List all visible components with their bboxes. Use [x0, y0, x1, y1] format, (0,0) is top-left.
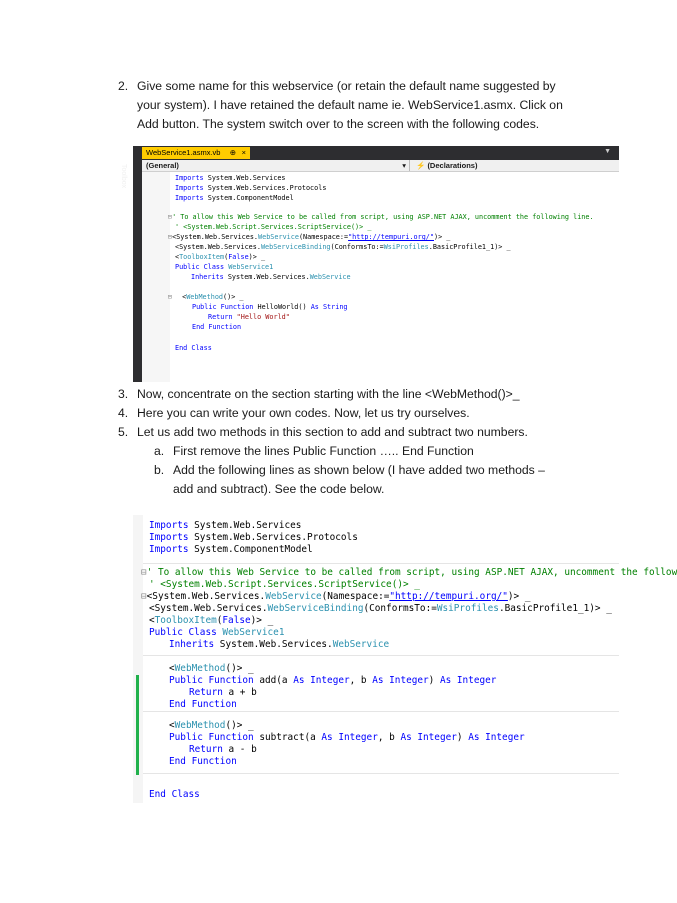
editor-margin	[142, 172, 173, 382]
close-icon[interactable]: ×	[241, 148, 246, 157]
collapse-icon: ⊟	[168, 233, 173, 241]
code-line: <WebMethod()> _	[169, 663, 254, 674]
step-number: b.	[154, 463, 165, 477]
general-dropdown-value: (General)	[146, 161, 179, 170]
code-line: <System.Web.Services.WebServiceBinding(ConformsTo:=WsiProfiles.BasicProfile1_1)> _	[149, 603, 612, 614]
code-line: Imports System.ComponentModel	[149, 544, 313, 555]
code-line: Imports System.ComponentModel	[175, 194, 294, 202]
step-2	[118, 77, 568, 134]
code-line: Public Class WebService1	[149, 627, 285, 638]
code-line: Imports System.Web.Services.Protocols	[175, 184, 327, 192]
toolbox-label: Toolbox	[120, 164, 127, 189]
code-line: End Function	[169, 699, 237, 710]
step-text: First remove the lines Public Function ….. End Function	[173, 444, 474, 458]
step-number: 3.	[118, 387, 129, 401]
declarations-dropdown[interactable]	[412, 160, 612, 171]
code-line: <ToolboxItem(False)> _	[149, 615, 274, 626]
general-dropdown[interactable]	[142, 160, 410, 171]
code-line: ⊟ <WebMethod()> _	[168, 293, 244, 301]
method-divider	[143, 773, 619, 774]
step-text: Give some name for this webservice (or retain the default name suggested by your system). I have retained the default name ie. WebService1.asmx. Click on Add button. The system switch over to the screen with the following codes.	[137, 79, 563, 131]
step-5a	[154, 442, 574, 461]
chevron-down-icon: ▾	[402, 161, 406, 170]
code-line: ' <System.Web.Script.Services.ScriptService()> _	[175, 223, 372, 231]
code-screenshot	[133, 515, 677, 803]
method-divider	[143, 563, 619, 564]
code-line: Public Function HelloWorld() As String	[192, 303, 348, 311]
code-line: Return a - b	[189, 744, 257, 755]
declarations-dropdown-value: (Declarations)	[427, 161, 478, 170]
chevron-down-icon[interactable]: ▼	[604, 148, 611, 155]
code-line: Imports System.Web.Services.Protocols	[149, 532, 358, 543]
code-line: ⊟<System.Web.Services.WebService(Namespace:="http://tempuri.org/")> _	[141, 591, 531, 602]
code-line: <ToolboxItem(False)> _	[175, 253, 266, 261]
tab-title: WebService1.asmx.vb	[146, 148, 221, 157]
code-line: Return a + b	[189, 687, 257, 698]
code-line: ⊟<System.Web.Services.WebService(Namespace:="http://tempuri.org/")> _	[168, 233, 451, 241]
navigation-bar	[142, 160, 619, 172]
collapse-icon: ⊟	[168, 293, 173, 301]
step-number: 2.	[118, 79, 129, 93]
code-line: End Function	[192, 323, 242, 331]
step-4	[118, 404, 568, 423]
step-number: 4.	[118, 406, 129, 420]
collapse-icon: ⊟	[141, 591, 147, 602]
code-line: End Class	[175, 344, 212, 352]
step-3	[118, 385, 568, 404]
collapse-icon: ⊟	[141, 567, 147, 578]
step-text: Now, concentrate on the section starting with the line <WebMethod()>_	[137, 387, 520, 401]
code-line: End Class	[149, 789, 200, 800]
change-marker	[136, 675, 139, 775]
tab-webservice1-asmx-vb[interactable]	[142, 147, 250, 159]
editor-tab-bar	[142, 146, 619, 159]
ide-screenshot	[120, 146, 619, 382]
lightning-icon: ⚡	[416, 161, 426, 170]
code-line: ⊟' To allow this Web Service to be called from script, using ASP.NET AJAX, uncomment the follow	[141, 567, 677, 578]
code-line: <WebMethod()> _	[169, 720, 254, 731]
code-line: Imports System.Web.Services	[175, 174, 286, 182]
code-line: Inherits System.Web.Services.WebService	[169, 639, 390, 650]
collapse-icon: ⊟	[168, 213, 173, 221]
method-divider	[143, 655, 619, 656]
toolbox-strip[interactable]	[120, 146, 142, 382]
code-line: End Function	[169, 756, 237, 767]
step-text: Here you can write your own codes. Now, let us try ourselves.	[137, 406, 470, 420]
code-line: ' <System.Web.Script.Services.ScriptService()> _	[149, 579, 420, 590]
method-divider	[143, 711, 619, 712]
step-number: 5.	[118, 425, 129, 439]
step-text: Add the following lines as shown below (I have added two methods – add and subtract). See the code below.	[173, 463, 545, 496]
step-text: Let us add two methods in this section to add and subtract two numbers.	[137, 425, 528, 439]
step-number: a.	[154, 444, 165, 458]
code-line: Inherits System.Web.Services.WebService	[191, 273, 351, 281]
code-line: Imports System.Web.Services	[149, 520, 302, 531]
step-5b	[154, 461, 574, 499]
code-line: Public Class WebService1	[175, 263, 274, 271]
code-editor[interactable]	[142, 172, 619, 382]
code-line: Return "Hello World"	[208, 313, 290, 321]
code-line: Public Function add(a As Integer, b As Integer) As Integer	[169, 675, 497, 686]
step-5	[118, 423, 568, 442]
pin-icon[interactable]: ⊕	[229, 148, 236, 157]
code-line: <System.Web.Services.WebServiceBinding(ConformsTo:=WsiProfiles.BasicProfile1_1)> _	[175, 243, 511, 251]
code-line: ⊟' To allow this Web Service to be called from script, using ASP.NET AJAX, uncomment the following line.	[168, 213, 594, 221]
code-line: Public Function subtract(a As Integer, b As Integer) As Integer	[169, 732, 525, 743]
